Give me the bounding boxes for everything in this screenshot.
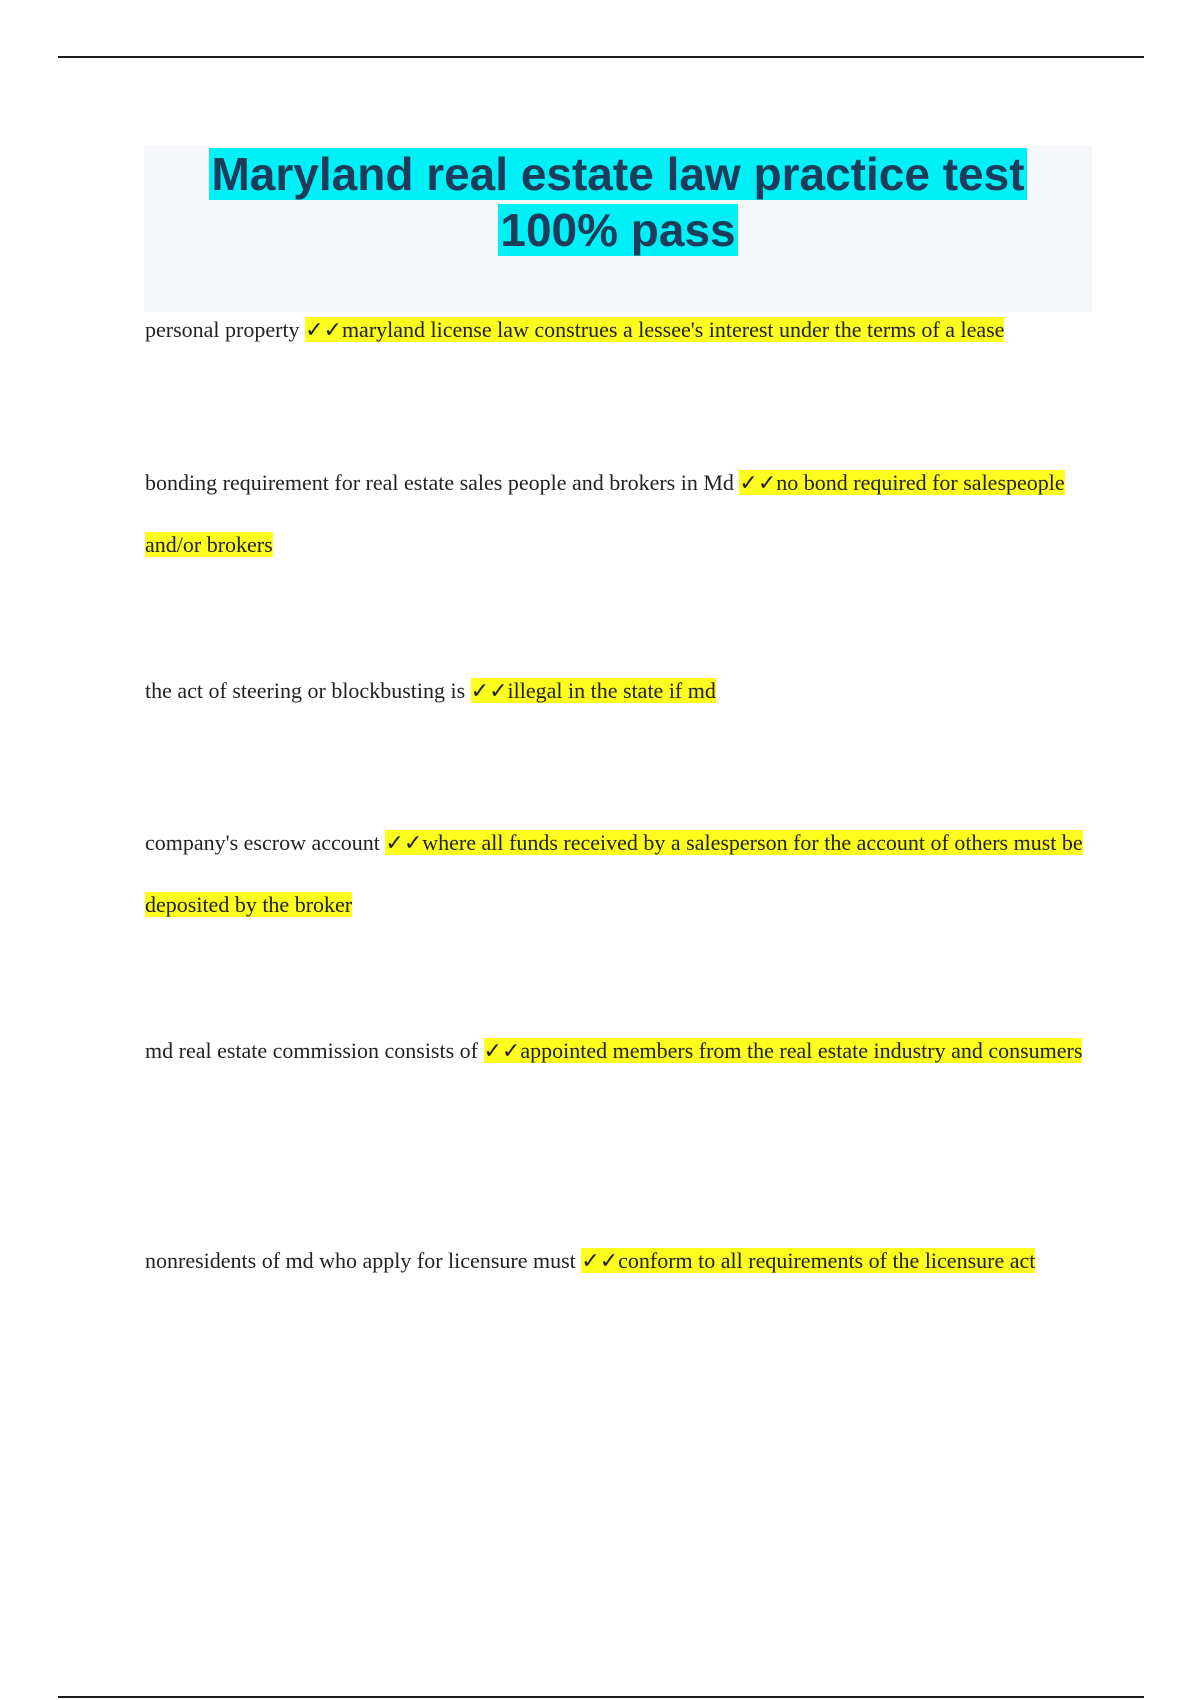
answer-highlight xyxy=(471,678,716,703)
title-block xyxy=(144,146,1092,312)
question-text: md real estate commission consists of xyxy=(145,1038,478,1063)
page-title-text-2: 100% pass xyxy=(500,204,736,256)
page-title-line-1 xyxy=(144,146,1092,202)
question-text: company's escrow account xyxy=(145,830,380,855)
question-text: nonresidents of md who apply for licensure must xyxy=(145,1248,576,1273)
qa-item-6 xyxy=(145,1230,1095,1292)
qa-item-3 xyxy=(145,660,1095,722)
question-text: bonding requirement for real estate sales people and brokers in Md xyxy=(145,470,734,495)
answer-text: conform to all requirements of the licensure act xyxy=(618,1248,1036,1273)
answer-highlight xyxy=(484,1038,1083,1063)
top-rule xyxy=(58,56,1144,58)
check-mark-icon: ✓✓ xyxy=(739,471,777,496)
check-mark-icon: ✓✓ xyxy=(385,831,423,856)
bottom-rule xyxy=(58,1696,1144,1698)
qa-item-4 xyxy=(145,812,1095,935)
page-title-text-1: Maryland real estate law practice test xyxy=(211,148,1025,200)
check-mark-icon: ✓✓ xyxy=(470,679,508,704)
check-mark-icon: ✓✓ xyxy=(305,318,342,343)
qa-item-1 xyxy=(145,299,1095,361)
check-mark-icon: ✓✓ xyxy=(483,1039,521,1064)
check-mark-icon: ✓✓ xyxy=(581,1249,619,1274)
answer-text: no bond required for salespeople and/or brokers xyxy=(145,470,1065,557)
qa-item-2 xyxy=(145,452,1095,575)
answer-highlight xyxy=(581,1248,1035,1273)
answer-text: illegal in the state if md xyxy=(507,678,716,703)
question-text: the act of steering or blockbusting is xyxy=(145,678,466,703)
answer-highlight xyxy=(305,317,1004,342)
answer-text: maryland license law construes a lessee's interest under the terms of a lease xyxy=(341,317,1005,342)
qa-item-5 xyxy=(145,1020,1095,1082)
page-title-line-2 xyxy=(144,202,1092,258)
question-text: personal property xyxy=(145,317,300,342)
answer-text: appointed members from the real estate industry and consumers xyxy=(520,1038,1083,1063)
answer-text: where all funds received by a salesperson for the account of others must be deposited by the broker xyxy=(145,830,1083,917)
